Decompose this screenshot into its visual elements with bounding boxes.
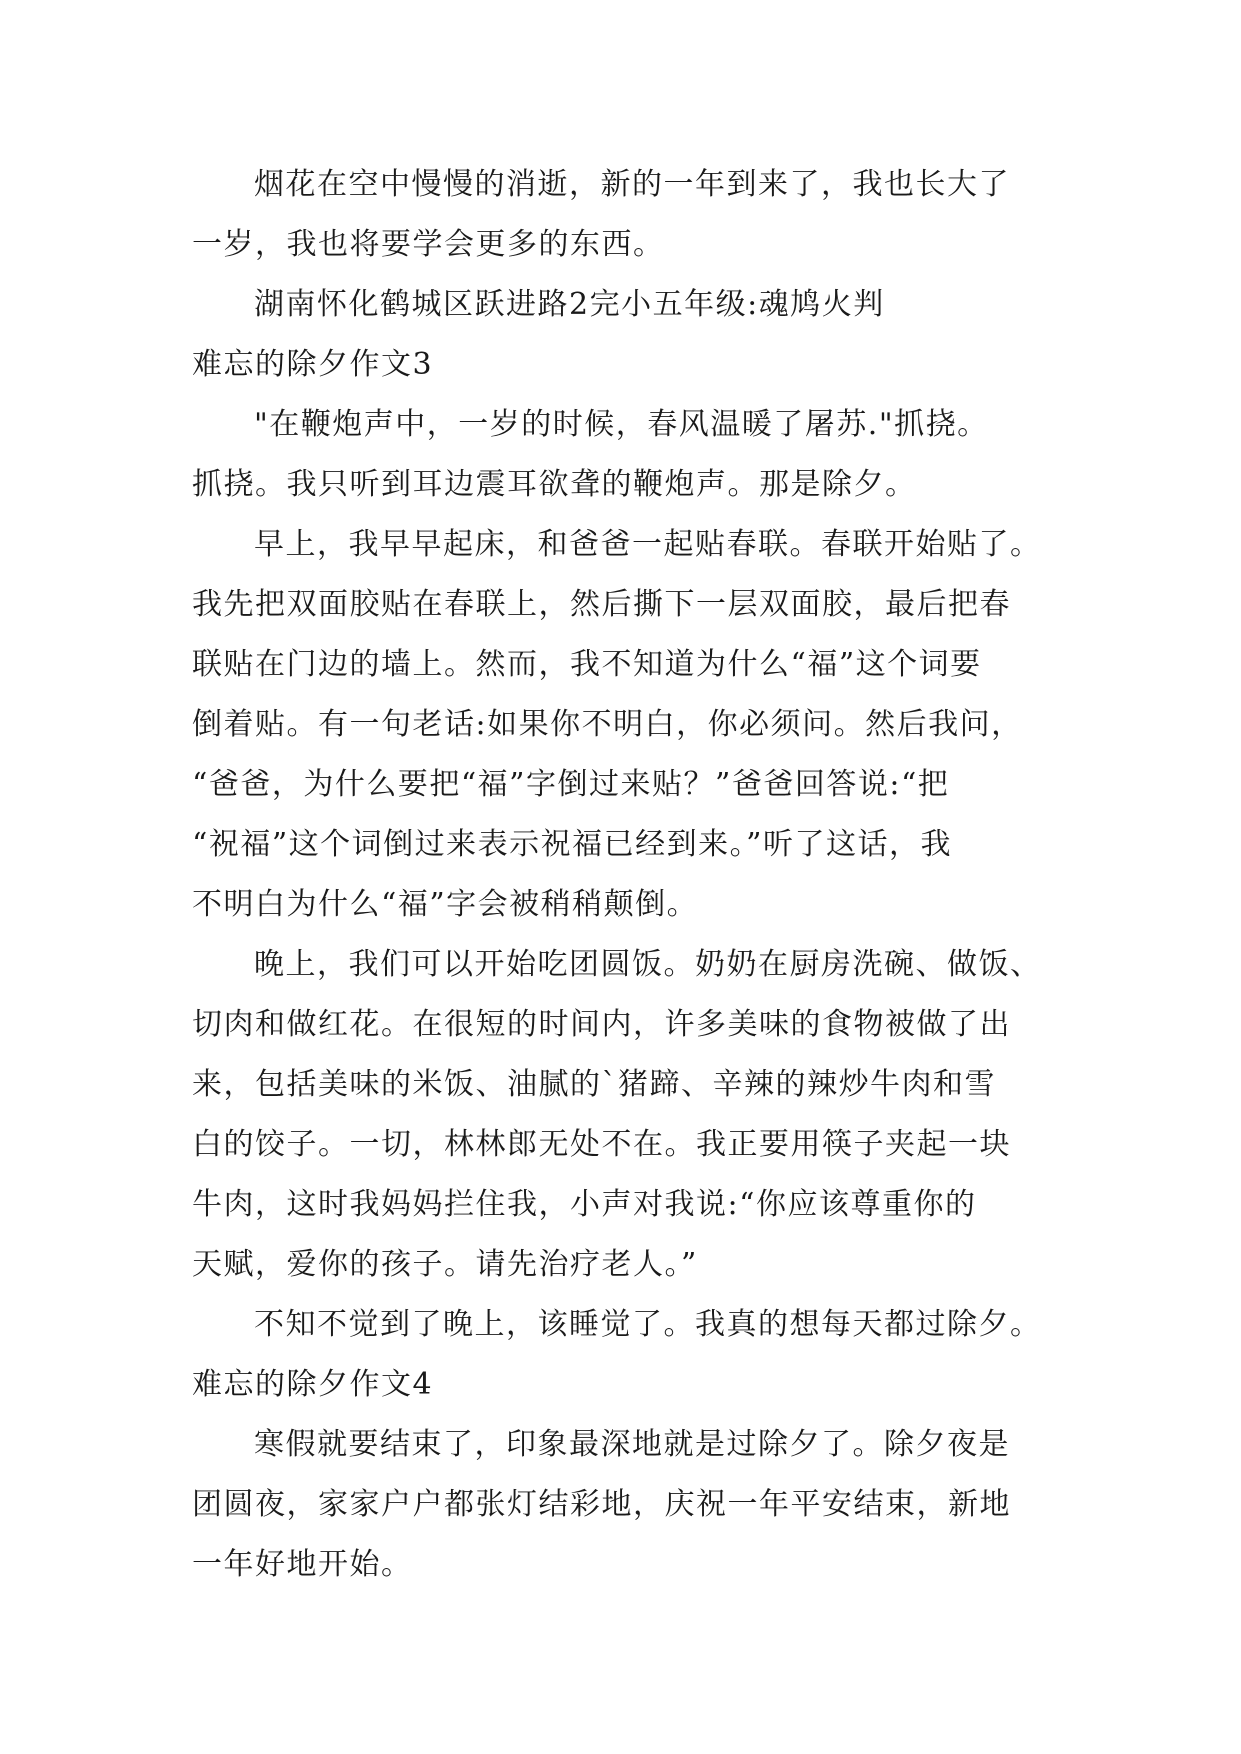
paragraph-line: 我先把双面胶贴在春联上，然后撕下一层双面胶，最后把春 [192, 587, 1011, 622]
paragraph-line: 晚上，我们可以开始吃团圆饭。奶奶在厨房洗碗、做饭、 [254, 947, 1042, 982]
author-line: 湖南怀化鹤城区跃进路2完小五年级:魂鸠火判 [254, 287, 885, 322]
paragraph-line: “祝福”这个词倒过来表示祝福已经到来。”听了这话，我 [192, 827, 953, 862]
paragraph-line: “爸爸，为什么要把“福”字倒过来贴？”爸爸回答说:“把 [192, 767, 950, 802]
paragraph-line: 烟花在空中慢慢的消逝，新的一年到来了，我也长大了 [254, 167, 1010, 202]
paragraph-line: "在鞭炮声中，一岁的时候，春风温暖了屠苏."抓挠。 [254, 407, 989, 442]
section-heading-3: 难忘的除夕作文3 [192, 347, 434, 382]
paragraph-line: 天赋，爱你的孩子。请先治疗老人。” [192, 1247, 698, 1282]
paragraph-line: 不知不觉到了晚上，该睡觉了。我真的想每天都过除夕。 [254, 1307, 1042, 1342]
paragraph-line: 联贴在门边的墙上。然而，我不知道为什么“福”这个词要 [192, 647, 982, 682]
paragraph-line: 团圆夜，家家户户都张灯结彩地，庆祝一年平安结束，新地 [192, 1487, 1011, 1522]
paragraph-line: 来，包括美味的米饭、油腻的`猪蹄、辛辣的辣炒牛肉和雪 [192, 1067, 996, 1102]
paragraph-line: 切肉和做红花。在很短的时间内，许多美味的食物被做了出 [192, 1007, 1011, 1042]
section-heading-4: 难忘的除夕作文4 [192, 1367, 434, 1402]
paragraph-line: 一岁，我也将要学会更多的东西。 [192, 227, 665, 262]
paragraph-line: 不明白为什么“福”字会被稍稍颠倒。 [192, 887, 699, 922]
document-body [192, 155, 1092, 1595]
paragraph-line: 倒着贴。有一句老话:如果你不明白，你必须问。然后我问， [192, 707, 1023, 742]
paragraph-line: 早上，我早早起床，和爸爸一起贴春联。春联开始贴了。 [254, 527, 1042, 562]
paragraph-line: 寒假就要结束了，印象最深地就是过除夕了。除夕夜是 [254, 1427, 1010, 1462]
paragraph-line: 抓挠。我只听到耳边震耳欲聋的鞭炮声。那是除夕。 [192, 467, 917, 502]
paragraph-line: 白的饺子。一切，林林郎无处不在。我正要用筷子夹起一块 [192, 1127, 1011, 1162]
paragraph-line: 一年好地开始。 [192, 1547, 413, 1582]
paragraph-line: 牛肉，这时我妈妈拦住我，小声对我说:“你应该尊重你的 [192, 1187, 977, 1222]
